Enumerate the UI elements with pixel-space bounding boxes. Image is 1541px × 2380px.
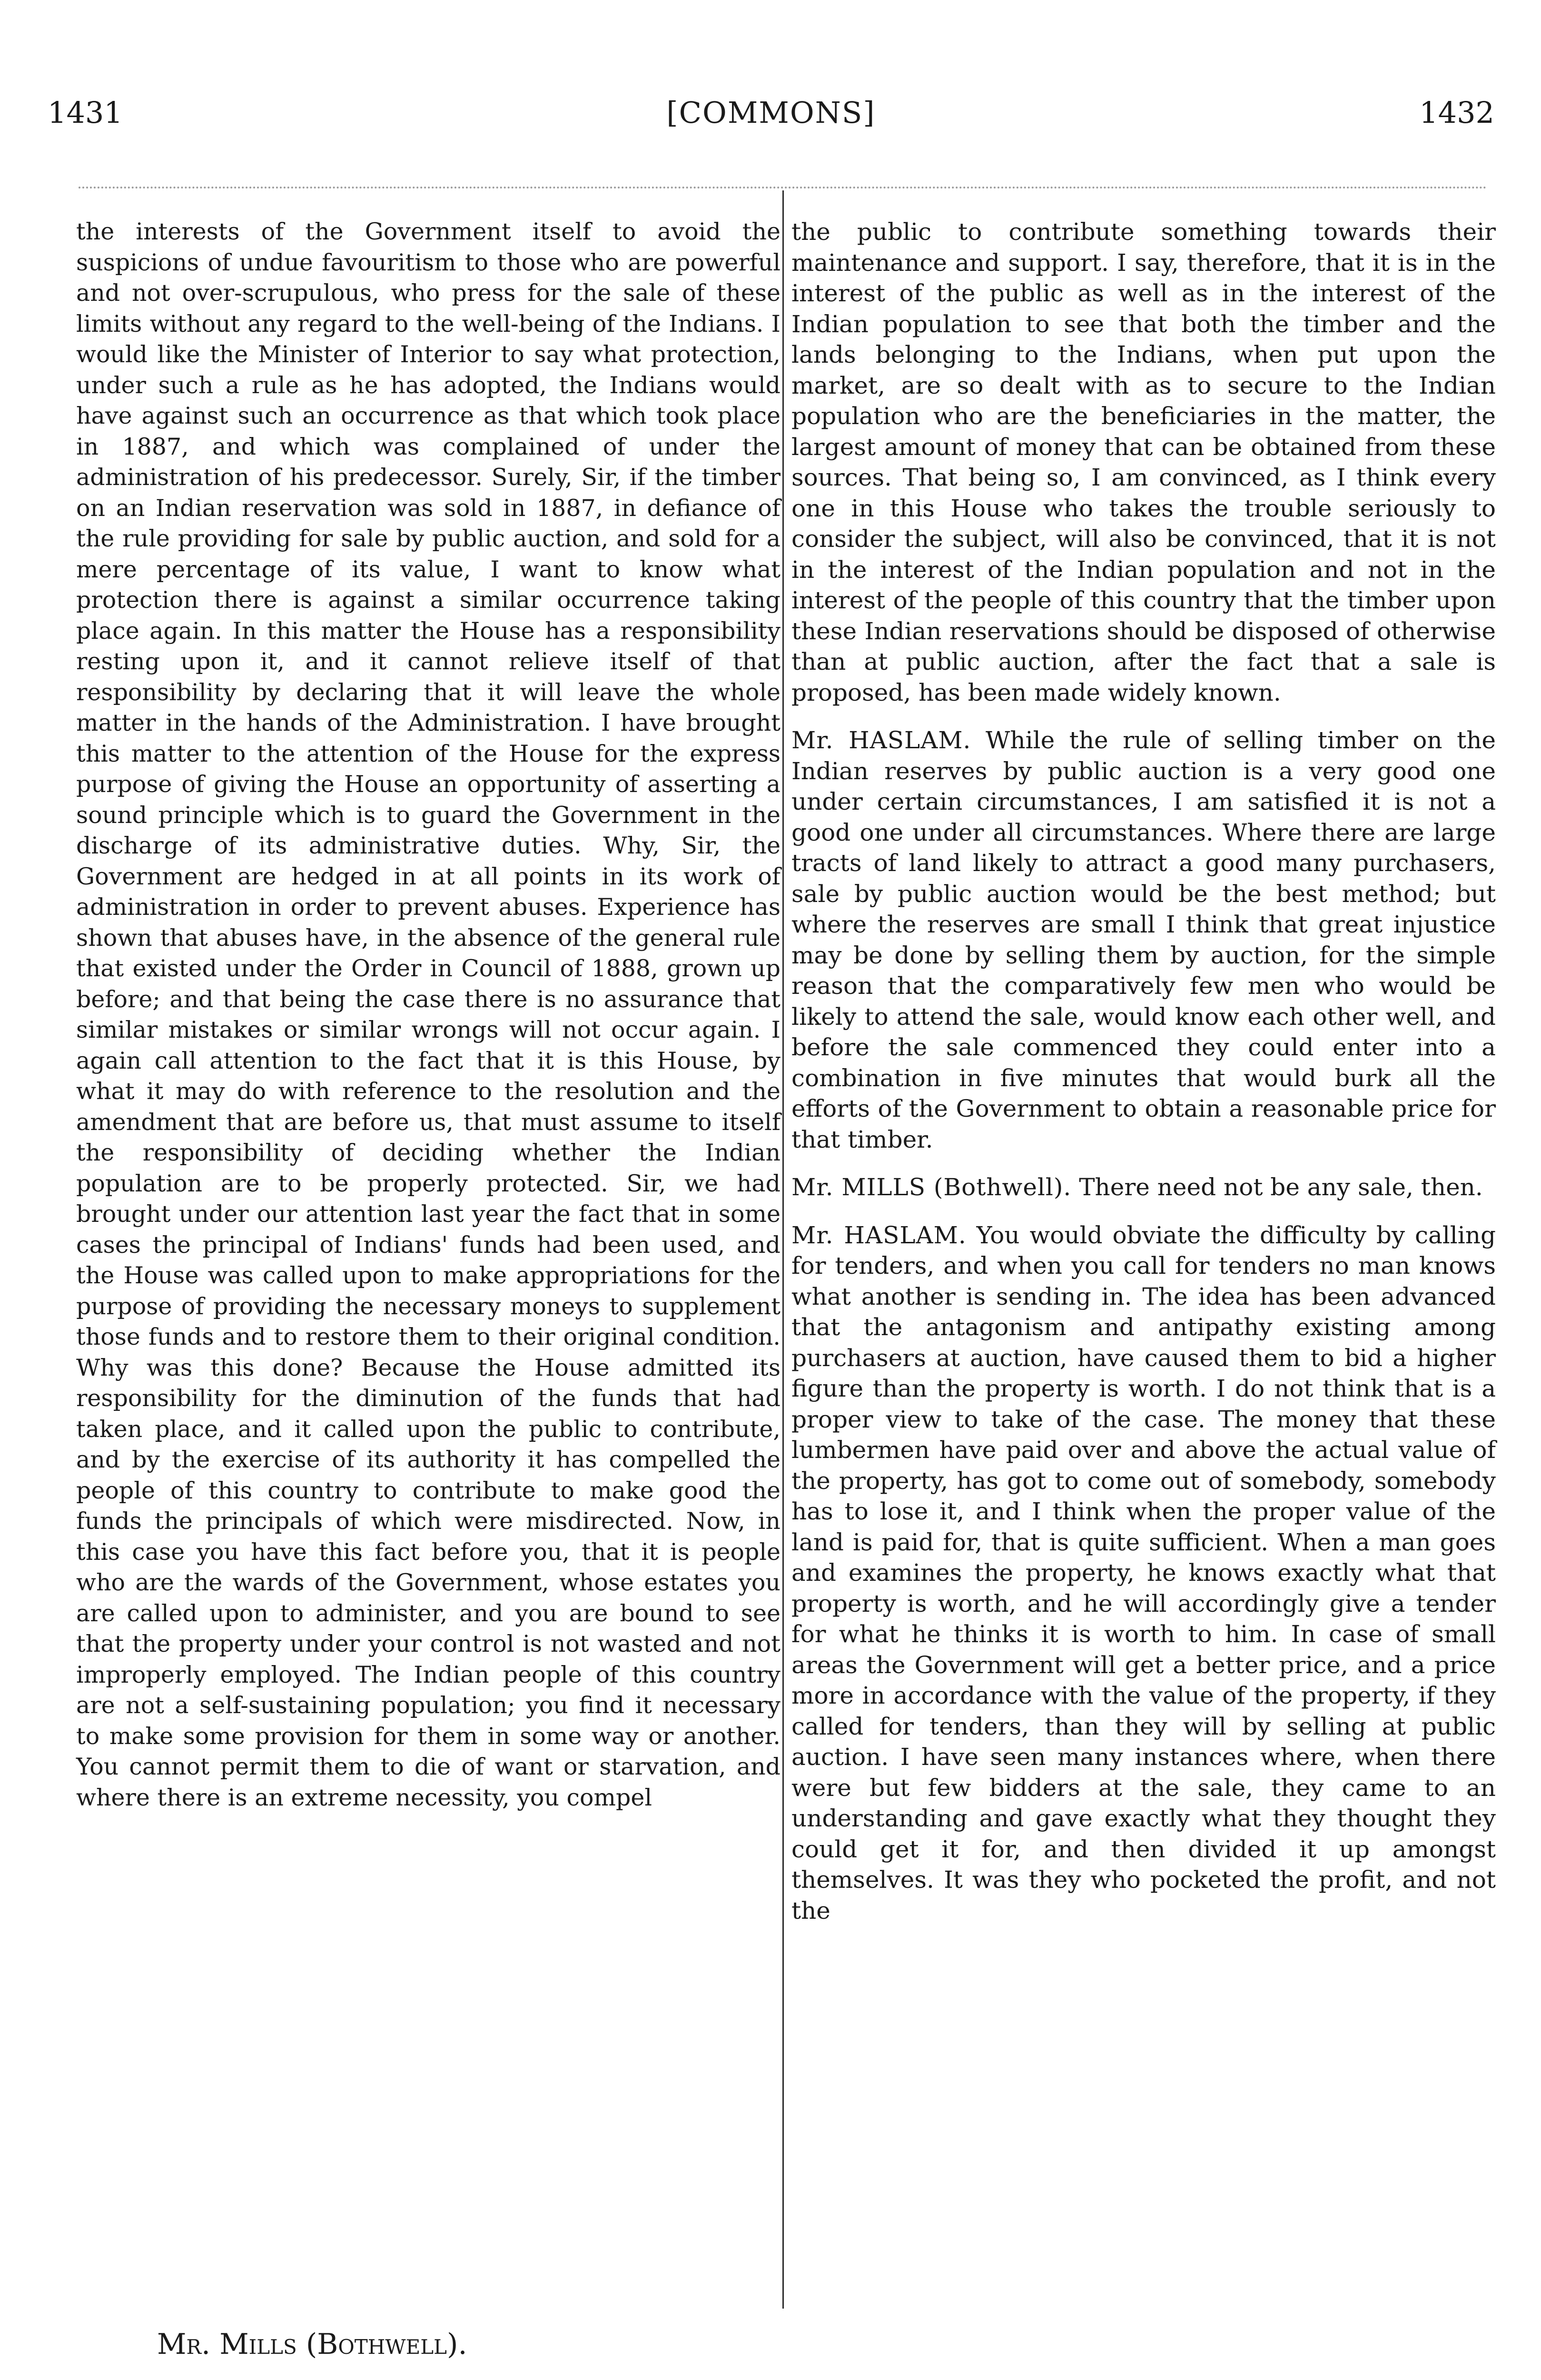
left-paragraph: the interests of the Government itself to avoid the suspicions of undue favouritism to those who are powerful and not over-scrupulous, who press for the sale of these limits without any regard to the well-being of the Indians. I would like the Minister of Interior to say what protection, under such a rule as he has adopted, the Indians would have against such an occurrence as that which took place in 1887, and which was complained of under the administration of his predecessor. Surely, Sir, if the timber on an Indian reservation was sold in 1887, in defiance of the rule providing for sale by public auction, and sold for a mere percentage of its value, I want to know what protection there is against a similar occurrence taking place again. In this matter the House has a responsibility resting upon it, and it cannot relieve itself of that responsibility by declaring that it will leave the whole matter in the hands of the Administration. I have brought this matter to the attention of the House for the express purpose of giving the House an opportunity of asserting a sound principle which is to guard the Government in the discharge of its administrative duties. Why, Sir, the Government are hedged in at all points in its work of administration in order to prevent abuses. Experience has shown that abuses have, in the absence of the general rule that existed under the Order in Council of 1888, grown up before; and that being the case there is no assurance that similar mistakes or similar wrongs will not occur again. I again call attention to the fact that it is this House, by what it may do with reference to the resolution and the amendment that are before us, that must assume to itself the responsibility of deciding whether the Indian population are to be properly protected. Sir, we had brought under our attention last year the fact that in some cases the principal of Indians' funds had been used, and the House was called upon to make appropriations for the purpose of providing the necessary moneys to supplement those funds and to restore them to their original condition. Why was this done? Because the House admitted its responsibility for the diminution of the funds that had taken place, and it called upon the public to contribute, and by the exercise of its authority it has compelled the people of this country to contribute to make good the funds the principals of which were misdirected. Now, in this case you have this fact before you, that it is people who are the wards of the Government, whose estates you are called upon to administer, and you are bound to see that the property under your control is not wasted and not improperly employed. The Indian people of this country are not a self-sustaining population; you find it necessary to make some provision for them in some way or another. You cannot permit them to die of want or starvation, and where there is an extreme necessity, you compel [76,218,780,1811]
right-column [791,217,1496,1943]
speech-text: There need not be any sale, then. [1071,1173,1483,1201]
speech-text: While the rule of selling timber on the Indian reserves by public auction is a very good one under certain circumstances, I am satisfied it is not a good one under all circumstances. Where there are large tracts of land likely to attract a good many purchasers, sale by public auction would be the best method; but where the reserves are small I think that great injustice may be done by selling them by auction, for the simple reason that the comparatively few men who would be likely to attend the sale, would know each other well, and before the sale commenced they could enter into a combination in five minutes that would burk all the efforts of the Government to obtain a reasonable price for that timber. [791,726,1496,1153]
header-rule [79,187,1487,188]
page-number-left: 1431 [48,95,123,130]
column-divider [782,190,784,2309]
speech-text: You would obviate the difficulty by calling for tenders, and when you call for tenders no man knows what another is sending in. The idea has been advanced that the antagonism and antipathy existing among purchasers at auction, have caused them to bid a higher figure than the property is worth. I do not think that is a proper view to take of the case. The money that these lumbermen have paid over and above the actual value of the property, has got to come out of somebody, somebody has to lose it, and I think when the proper value of the land is paid for, that is quite sufficient. When a man goes and examines the property, he knows exactly what that property is worth, and he will accordingly give a tender for what he thinks it is worth to him. In case of small areas the Government will get a better price, and a price more in accordance with the value of the property, if they called for tenders, than they will by selling at public auction. I have seen many instances where, when there were but few bidders at the sale, they came to an understanding and gave exactly what they thought they could get it for, and then divided it up amongst themselves. It was they who pocketed the profit, and not the [791,1221,1496,1924]
left-column [76,217,780,1830]
speaker-name: Mr. HASLAM. [791,1221,967,1249]
paragraph-text: the public to contribute something towards their maintenance and support. I say, therefore, that it is in the interest of the public as well as in the interest of the Indian population to see that both the timber and the lands belonging to the Indians, when put upon the market, are so dealt with as to secure to the Indian population who are the beneficiaries in the matter, the largest amount of money that can be obtained from these sources. That being so, I am convinced, as I think every one in this House who takes the trouble seriously to consider the subject, will also be convinced, that it is not in the interest of the Indian population and not in the interest of the people of this country that the timber upon these Indian reservations should be disposed of otherwise than at public auction, after the fact that a sale is proposed, has been made widely known. [791,218,1496,706]
right-paragraph [791,217,1496,708]
footer-speaker-line: Mr. Mills (Bothwell). [157,2328,467,2361]
page-title: [COMMONS] [666,95,876,130]
page-header [48,95,1494,133]
speaker-name: Mr. MILLS (Bothwell). [791,1173,1072,1201]
speaker-name: Mr. HASLAM. [791,726,971,754]
speech-haslam-1 [791,725,1496,1155]
speech-mills [791,1172,1496,1203]
page-number-right: 1432 [1419,95,1494,130]
speech-haslam-2 [791,1220,1496,1926]
